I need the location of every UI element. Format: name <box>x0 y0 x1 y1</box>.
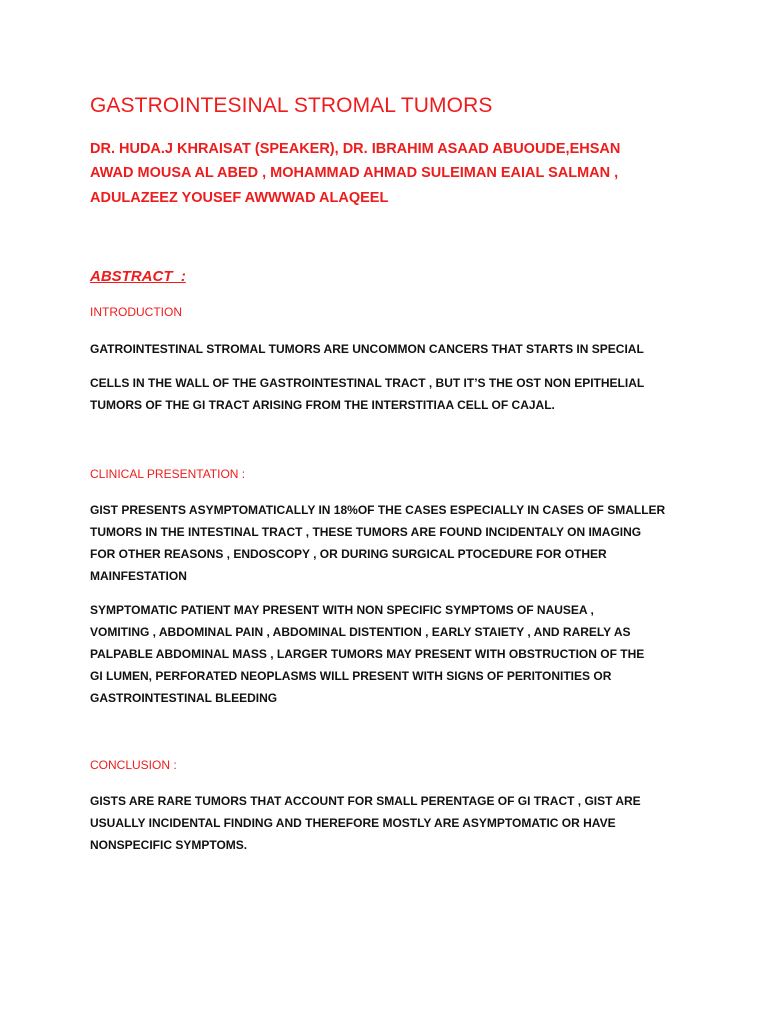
paragraph-line: GASTROINTESTINAL BLEEDING <box>90 691 278 705</box>
paragraph-line: SYMPTOMATIC PATIENT MAY PRESENT WITH NON SPECIFIC SYMPTOMS OF NAUSEA , <box>90 603 594 617</box>
paragraph-line: TUMORS OF THE GI TRACT ARISING FROM THE INTERSTITIAA CELL OF CAJAL. <box>90 398 555 412</box>
paragraph-line: MAINFESTATION <box>90 569 187 583</box>
paragraph-line: PALPABLE ABDOMINAL MASS , LARGER TUMORS MAY PRESENT WITH OBSTRUCTION OF THE <box>90 647 645 661</box>
author-line: ADULAZEEZ YOUSEF AWWWAD ALAQEEL <box>90 190 389 206</box>
paragraph-line: TUMORS IN THE INTESTINAL TRACT , THESE TUMORS ARE FOUND INCIDENTALY ON IMAGING <box>90 525 642 539</box>
abstract-heading: ABSTRACT : <box>90 268 186 285</box>
document-title: GASTROINTESINAL STROMAL TUMORS <box>90 94 493 117</box>
paragraph-line: GI LUMEN, PERFORATED NEOPLASMS WILL PRESENT WITH SIGNS OF PERITONITIES OR <box>90 669 612 683</box>
paragraph-line: GIST PRESENTS ASYMPTOMATICALLY IN 18%OF THE CASES ESPECIALLY IN CASES OF SMALLER <box>90 503 666 517</box>
introduction-heading: INTRODUCTION <box>90 305 182 319</box>
paragraph-line: NONSPECIFIC SYMPTOMS. <box>90 838 248 852</box>
paragraph-line: FOR OTHER REASONS , ENDOSCOPY , OR DURING SURGICAL PTOCEDURE FOR OTHER <box>90 547 607 561</box>
author-line: AWAD MOUSA AL ABED , MOHAMMAD AHMAD SULEIMAN EAIAL SALMAN , <box>90 165 619 181</box>
paragraph-line: VOMITING , ABDOMINAL PAIN , ABDOMINAL DISTENTION , EARLY STAIETY , AND RARELY AS <box>90 625 631 639</box>
paragraph-line: GISTS ARE RARE TUMORS THAT ACCOUNT FOR SMALL PERENTAGE OF GI TRACT , GIST ARE <box>90 794 641 808</box>
clinical-presentation-heading: CLINICAL PRESENTATION : <box>90 467 246 481</box>
paragraph-line: CELLS IN THE WALL OF THE GASTROINTESTINAL TRACT , BUT IT’S THE OST NON EPITHELIAL <box>90 376 645 390</box>
author-line: DR. HUDA.J KHRAISAT (SPEAKER), DR. IBRAHIM ASAAD ABUOUDE,EHSAN <box>90 141 621 157</box>
paragraph-line: GATROINTESTINAL STROMAL TUMORS ARE UNCOMMON CANCERS THAT STARTS IN SPECIAL <box>90 342 644 356</box>
conclusion-heading: CONCLUSION : <box>90 758 177 772</box>
paragraph-line: USUALLY INCIDENTAL FINDING AND THEREFORE MOSTLY ARE ASYMPTOMATIC OR HAVE <box>90 816 616 830</box>
